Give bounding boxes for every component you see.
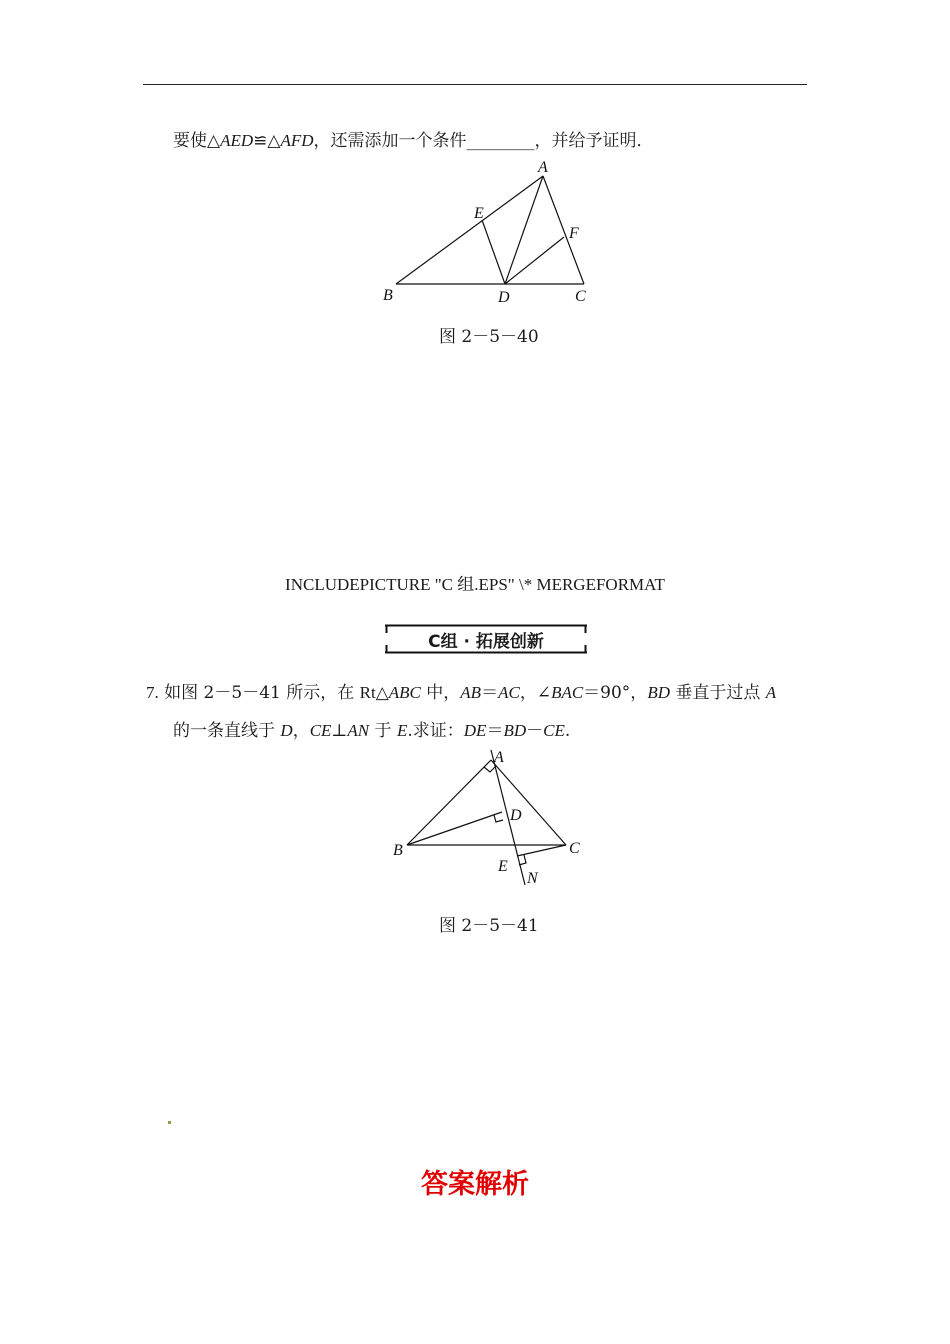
question6-text: 要使△AED≌△AFD，还需添加一个条件________，并给予证明．: [173, 131, 654, 151]
segment-AC: [491, 760, 566, 845]
figure-2-5-40: [370, 155, 610, 315]
segment-CE: [517, 845, 566, 856]
label-B: B: [383, 287, 393, 304]
stray-dot: [168, 1121, 171, 1124]
label-C: C: [575, 288, 586, 305]
segment-BD: [407, 812, 502, 845]
right-angle-mark-D: [494, 815, 503, 822]
question7-line1: 7. 如图 2－5－41 所示，在 Rt△ABC 中，AB＝AC，∠BAC＝90°，BD 垂直于过点 A: [146, 683, 777, 703]
right-angle-mark-A: [484, 766, 496, 772]
question7-line2: 的一条直线于 D，CE⊥AN 于 E.求证：DE＝BD－CE.: [173, 721, 571, 741]
label-D: D: [498, 289, 510, 306]
label-E: E: [474, 205, 484, 222]
figure-2-5-41: [380, 745, 600, 895]
answer-heading: 答案解析: [421, 1169, 529, 1200]
label-A: A: [494, 749, 504, 766]
segment-AB: [396, 176, 543, 284]
label-N: N: [527, 870, 538, 887]
label-E: E: [498, 858, 508, 875]
segment-AB: [407, 760, 491, 845]
label-C: C: [569, 840, 580, 857]
header-rule: [143, 84, 807, 85]
label-A: A: [538, 159, 548, 176]
section-banner: [385, 624, 587, 654]
segment-AD: [505, 176, 543, 284]
label-D: D: [510, 807, 522, 824]
figure40-caption: 图 2－5－40: [439, 327, 539, 347]
banner-title: C组 · 拓展创新: [428, 632, 544, 652]
label-F: F: [569, 225, 579, 242]
label-B: B: [393, 842, 403, 859]
include-field-text: INCLUDEPICTURE "C 组.EPS" \* MERGEFORMAT: [285, 575, 665, 594]
segment-ED: [482, 220, 505, 284]
figure41-caption: 图 2－5－41: [439, 916, 539, 936]
